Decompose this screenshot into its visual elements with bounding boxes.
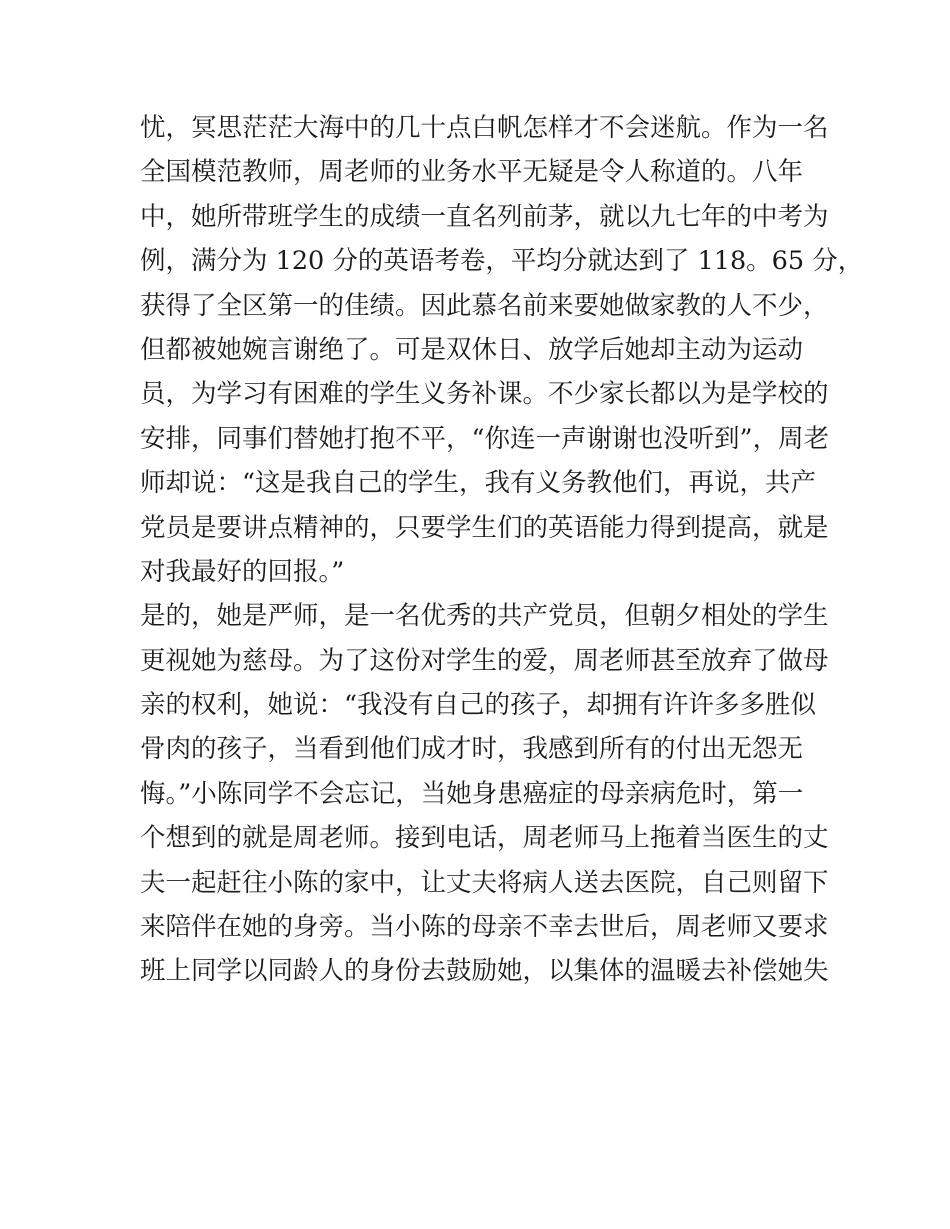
text-line: 来陪伴在她的身旁。当小陈的母亲不幸去世后，周老师又要求: [140, 912, 829, 943]
text-line: 个想到的就是周老师。接到电话，周老师马上拖着当医生的丈: [140, 823, 829, 854]
text-line: 更视她为慈母。为了这份对学生的爱，周老师甚至放弃了做母: [140, 645, 829, 676]
text-line: 亲的权利，她说：“我没有自己的孩子，却拥有许许多多胜似: [140, 690, 817, 721]
text-line: 夫一起赶往小陈的家中，让丈夫将病人送去医院，自己则留下: [140, 867, 829, 898]
text-line: 师却说：“这是我自己的学生，我有义务教他们，再说，共产: [140, 468, 817, 499]
text-line: 对我最好的回报。”: [140, 556, 345, 587]
text-line: 获得了全区第一的佳绩。因此慕名前来要她做家教的人不少，: [140, 290, 829, 321]
text-line: 骨肉的孩子，当看到他们成才时，我感到所有的付出无怨无: [140, 734, 804, 765]
text-line: 悔。”小陈同学不会忘记，当她身患癌症的母亲病危时，第一: [140, 778, 804, 809]
text-line: 员，为学习有困难的学生义务补课。不少家长都以为是学校的: [140, 379, 829, 410]
text-line: 是的，她是严师，是一名优秀的共产党员，但朝夕相处的学生: [140, 601, 829, 632]
text-line: 全国模范教师，周老师的业务水平无疑是令人称道的。八年: [140, 157, 804, 188]
text-line: 党员是要讲点精神的，只要学生们的英语能力得到提高，就是: [140, 512, 829, 543]
text-line: 但都被她婉言谢绝了。可是双休日、放学后她却主动为运动: [140, 334, 804, 365]
text-line: 中，她所带班学生的成绩一直名列前茅，就以九七年的中考为: [140, 201, 829, 232]
body-text: [140, 106, 864, 994]
text-line: 例，满分为 120 分的英语考卷，平均分就达到了 118。65 分，: [140, 246, 864, 277]
text-line: 安排，同事们替她打抱不平，“你连一声谢谢也没听到”，周老: [140, 423, 830, 454]
text-line: 忧，冥思茫茫大海中的几十点白帆怎样才不会迷航。作为一名: [140, 113, 829, 143]
text-line: 班上同学以同龄人的身份去鼓励她，以集体的温暖去补偿她失: [140, 956, 829, 987]
